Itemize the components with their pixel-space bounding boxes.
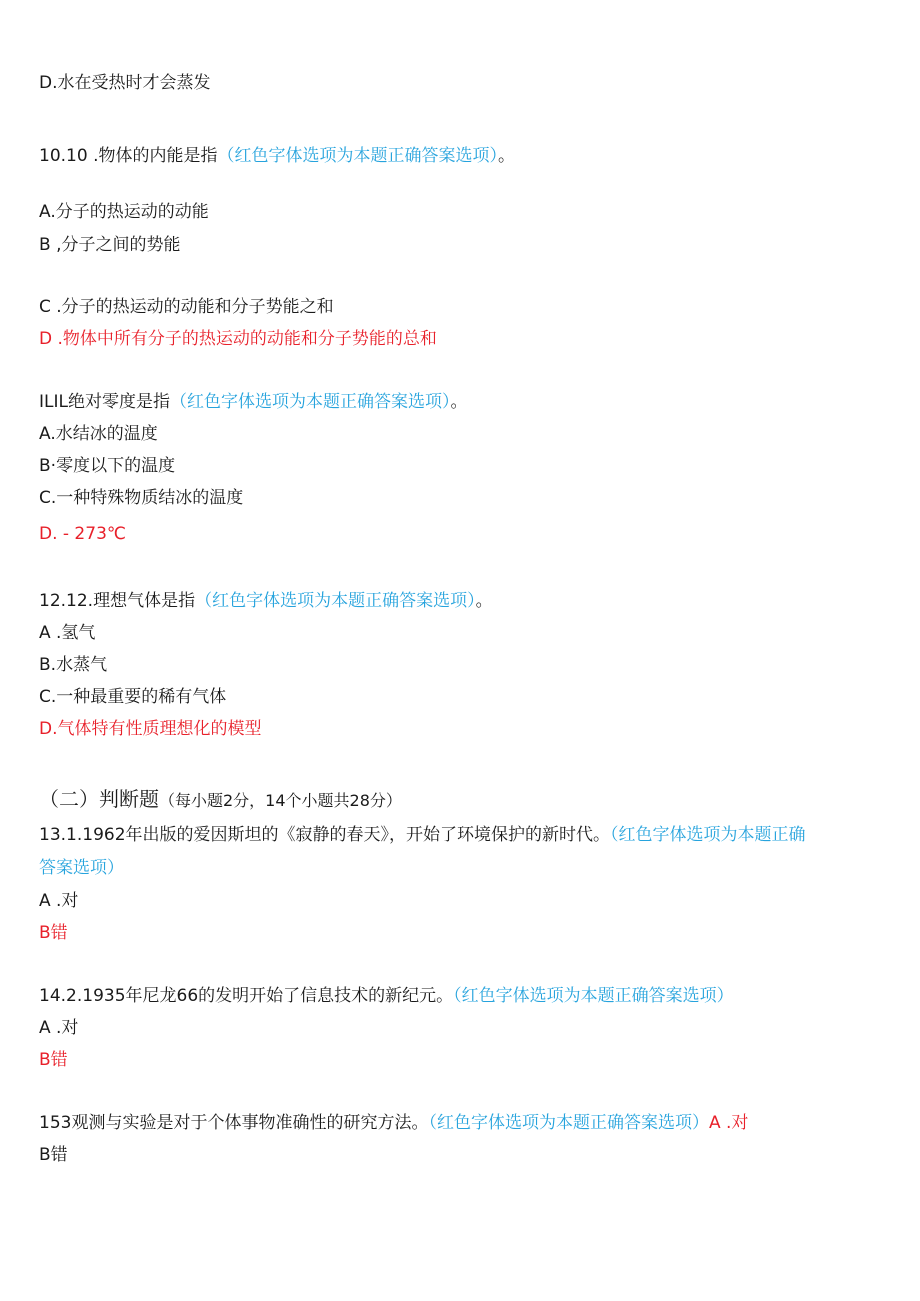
q13-stem-text: 13.1.1962年出版的爱因斯坦的《寂静的春天》，开始了环境保护的新时代。 <box>39 825 611 845</box>
q13-option-a: A .对 <box>39 891 79 911</box>
q10-option-d-correct: D .物体中所有分子的热运动的动能和分子势能的总和 <box>39 329 437 349</box>
q11-hint: （红色字体选项为本题正确答案选项） <box>169 392 451 412</box>
q11-option-c: C.一种特殊物质结冰的温度 <box>39 488 244 508</box>
q12-option-a: A .氢气 <box>39 623 96 643</box>
q15-option-b: B错 <box>39 1145 68 1165</box>
q15-stem <box>39 1111 748 1135</box>
section2-note: （每小题2分，14个小题共28分） <box>159 791 402 810</box>
q11-stem-end: 。 <box>450 392 468 412</box>
q11-stem-text: ILIL绝对零度是指 <box>39 392 170 412</box>
q10-hint: （红色字体选项为本题正确答案选项） <box>217 146 498 166</box>
q12-option-b: B.水蒸气 <box>39 655 108 675</box>
q12-option-d-correct: D.气体特有性质理想化的模型 <box>39 719 262 739</box>
q10-stem <box>39 144 515 168</box>
q12-stem-text: 12.12.理想气体是指 <box>39 591 196 611</box>
q9-option-d: D.水在受热时才会蒸发 <box>39 73 211 93</box>
q12-stem <box>39 589 493 613</box>
section2-heading <box>39 787 402 813</box>
q11-option-d-correct: D. - 273℃ <box>39 524 126 544</box>
q12-hint: （红色字体选项为本题正确答案选项） <box>195 591 476 611</box>
q13-stem <box>39 823 806 847</box>
section2-title: （二）判断题 <box>39 787 159 811</box>
q10-stem-text: 10.10 .物体的内能是指 <box>39 146 218 166</box>
q14-option-a: A .对 <box>39 1018 79 1038</box>
q14-stem <box>39 984 734 1008</box>
q10-option-c: C .分子的热运动的动能和分子势能之和 <box>39 297 334 317</box>
q10-option-b: B ,分子之间的势能 <box>39 235 181 255</box>
q11-stem <box>39 390 467 414</box>
q10-stem-end: 。 <box>497 146 515 166</box>
q14-stem-text: 14.2.1935年尼龙66的发明开始了信息技术的新纪元。 <box>39 986 454 1006</box>
q13-hint-line2: 答案选项） <box>39 858 124 878</box>
q14-hint: （红色字体选项为本题正确答案选项） <box>453 986 734 1006</box>
q11-option-b: B·零度以下的温度 <box>39 456 176 476</box>
q13-hint-line1: （红色字体选项为本题正确 <box>610 825 806 845</box>
q15-option-a-correct: A .对 <box>708 1113 749 1133</box>
q15-stem-text: 153观测与实验是对于个体事物准确性的研究方法。 <box>39 1113 429 1133</box>
q10-option-a: A.分子的热运动的动能 <box>39 202 209 222</box>
q12-stem-end: 。 <box>475 591 493 611</box>
q15-hint: （红色字体选项为本题正确答案选项） <box>428 1113 709 1133</box>
q13-option-b-correct: B错 <box>39 923 68 943</box>
q11-option-a: A.水结冰的温度 <box>39 424 158 444</box>
q12-option-c: C.一种最重要的稀有气体 <box>39 687 227 707</box>
q14-option-b-correct: B错 <box>39 1050 68 1070</box>
